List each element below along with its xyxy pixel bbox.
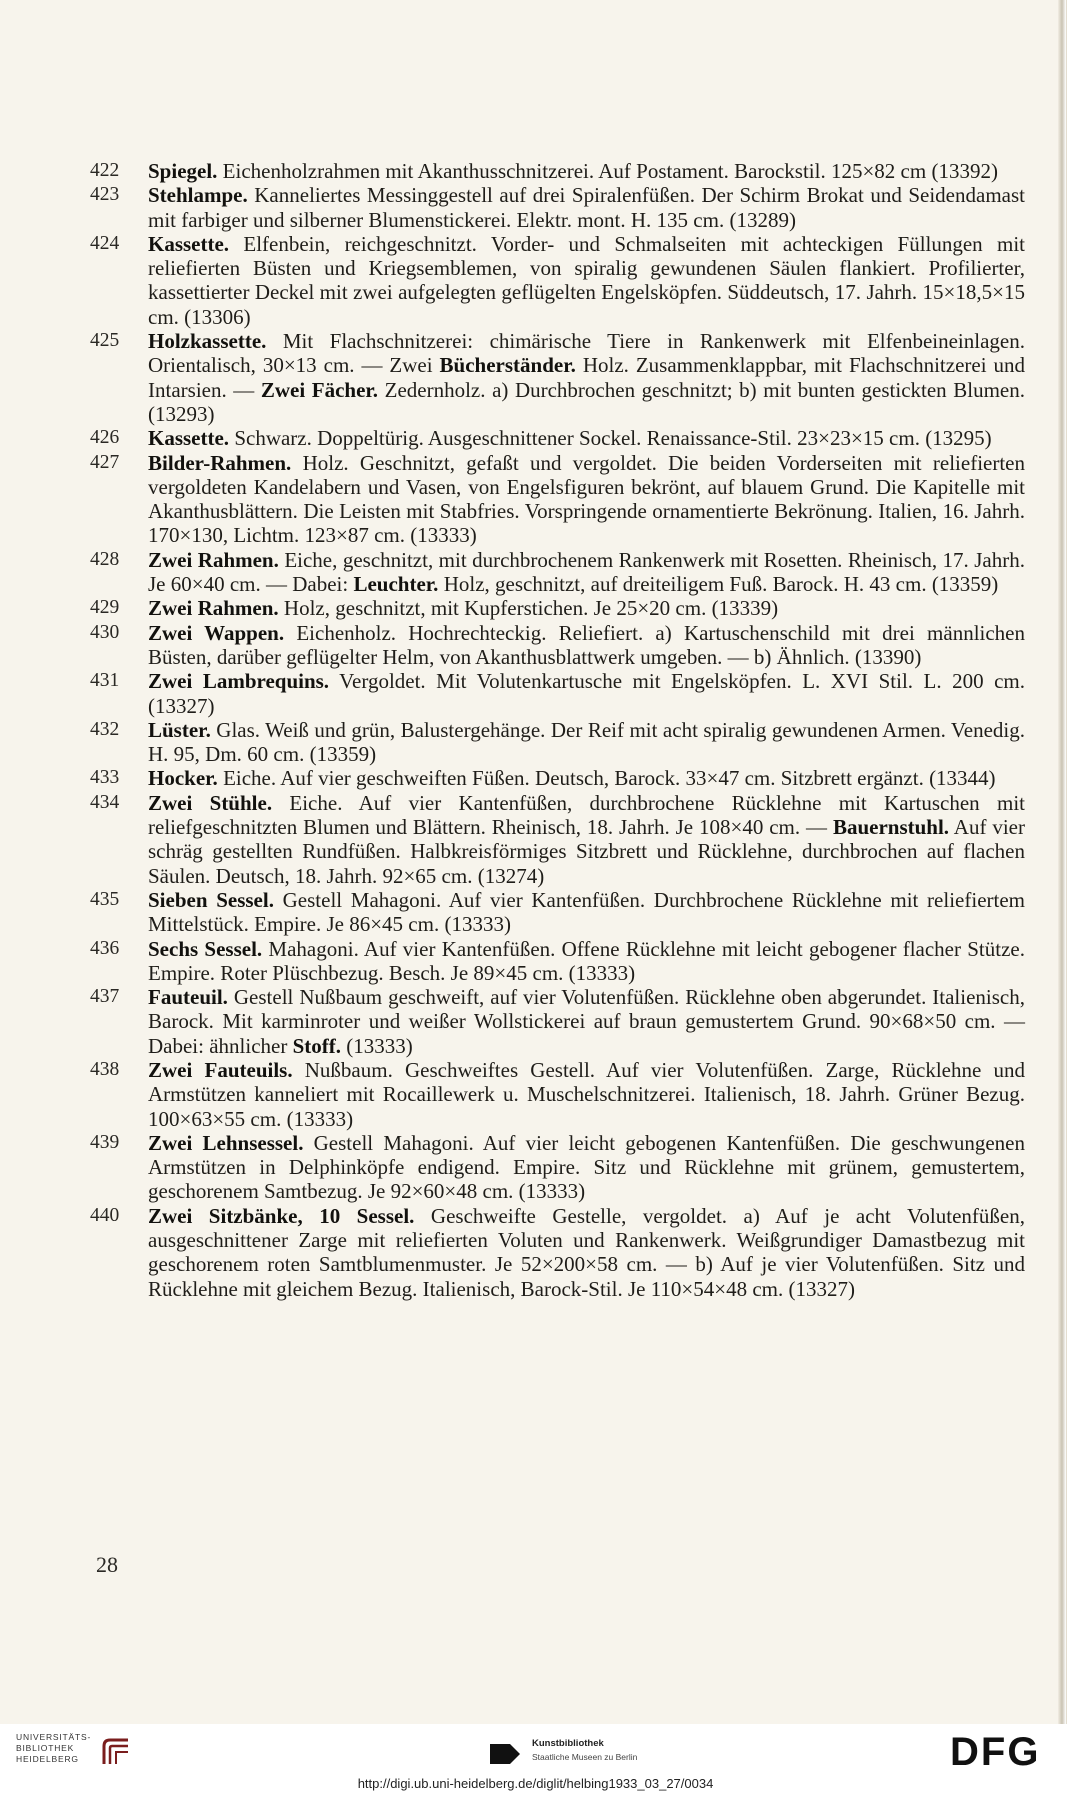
catalog-entry (90, 451, 1025, 548)
entry-description (148, 937, 1025, 986)
entry-number: 427 (90, 451, 120, 473)
catalog-entry (90, 159, 1025, 183)
catalog-entry (90, 985, 1025, 1058)
entry-text: Eiche, geschnitzt, mit durchbrochenem Rankenwerk mit Rosetten. Rheinisch, 17. Jahrh. Je 60×40 cm. — Dabei: (148, 547, 1025, 597)
entry-title: Stehlampe. (148, 183, 248, 208)
entry-title: Sieben Sessel. (148, 887, 274, 912)
entry-title: Zwei Fauteuils. (148, 1057, 293, 1082)
entry-number: 431 (90, 670, 120, 692)
entry-title: Kassette. (148, 231, 230, 256)
entry-text: (13333) (341, 1033, 413, 1058)
entry-number: 433 (90, 767, 120, 789)
entry-text: Eichenholzrahmen mit Akanthusschnitzerei. Auf Postament. Barockstil. 125×82 cm (13392) (217, 159, 998, 183)
catalog-entry (90, 791, 1025, 888)
entry-description (148, 426, 1025, 450)
entry-title: Bilder-Rahmen. (148, 450, 292, 475)
entry-number: 424 (90, 232, 120, 254)
entry-title: Zwei Sitzbänke, 10 Sessel. (148, 1203, 415, 1228)
entry-subtitle: Bücherständer. (439, 353, 576, 378)
source-url-link[interactable]: http://digi.ub.uni-heidelberg.de/diglit/helbing1933_03_27/0034 (357, 1776, 714, 1791)
entry-title: Zwei Stühle. (148, 790, 273, 815)
entry-description (148, 766, 1025, 790)
entry-text: Holz, geschnitzt, auf dreiteiligem Fuß. Barock. H. 43 cm. (13359) (438, 572, 999, 597)
entry-subtitle: Bauernstuhl. (832, 815, 950, 840)
entry-text: Holz, geschnitzt, mit Kupferstichen. Je 25×20 cm. (13339) (278, 596, 779, 621)
entry-text: Vergoldet. Mit Volutenkartusche mit Engelsköpfen. L. XVI Stil. L. 200 cm. (13327) (148, 669, 1025, 718)
entry-title: Hocker. (148, 766, 218, 791)
entry-title: Zwei Lehnsessel. (148, 1130, 304, 1155)
catalog-entry (90, 1204, 1025, 1301)
entry-text: Eichenholz. Hochrechteckig. Reliefiert. a) Kartuschenschild mit drei männlichen Büsten, darüber geflügelter Helm, von Akanthusblattwerk umgeben. — b) Ähnlich. (13390) (148, 620, 1026, 669)
entry-number: 422 (90, 160, 120, 181)
catalog-entry (90, 621, 1025, 670)
entry-subtitle: Stoff. (292, 1033, 342, 1058)
dfg-logo[interactable]: DFG (950, 1730, 1041, 1774)
entry-description (148, 548, 1025, 597)
entry-text: Eiche. Auf vier Kantenfüßen, durchbrochene Rücklehne mit Kartuschen mit reliefgeschnitzten Blumen und Blättern. Rheinisch, 18. Jahrh. Je 108×40 cm. — (148, 790, 1025, 840)
entry-title: Fauteuil. (148, 985, 228, 1010)
entry-number: 432 (90, 718, 120, 740)
catalog-entry (90, 1131, 1025, 1204)
catalog-entry (90, 183, 1025, 232)
entry-description (148, 183, 1025, 232)
entry-description (148, 1058, 1025, 1131)
kunstbibliothek-subtitle: Staatliche Museen zu Berlin (532, 1752, 638, 1762)
kunstbibliothek-logo[interactable] (490, 1736, 690, 1772)
entry-description (148, 596, 1025, 620)
entry-title: Zwei Rahmen. (148, 596, 279, 621)
page-edge-shadow (1058, 0, 1066, 1724)
catalog-entry (90, 232, 1025, 329)
entry-description (148, 329, 1025, 426)
entry-number: 437 (90, 986, 120, 1008)
entry-number: 428 (90, 548, 120, 570)
entry-text: Mahagoni. Auf vier Kantenfüßen. Offene Rücklehne mit leicht gebogener flacher Stütze. Empire. Roter Plüschbezug. Besch. Je 89×45 cm. (13333) (148, 936, 1025, 985)
catalog-entries (90, 159, 1025, 1301)
entry-description (148, 1131, 1025, 1204)
kunstbibliothek-title: Kunstbibliothek (532, 1738, 604, 1749)
entry-description (148, 159, 1025, 183)
entry-text: Gestell Nußbaum geschweift, auf vier Volutenfüßen. Rücklehne oben abgerundet. Italienisch, Barock. Mit karminroter und weißer Wollstickerei auf braun gemustertem Grund. 90×68×50 cm. — Dabei: ähnlicher (148, 985, 1025, 1058)
entry-number: 434 (90, 791, 120, 813)
entry-description (148, 1204, 1025, 1301)
entry-text: Auf vier schräg gestellten Rundfüßen. Halbkreisförmiges Sitzbrett und Rücklehne, durchbrochen auf flachen Säulen. Deutsch, 18. Jahrh. 92×65 cm. (13274) (148, 815, 1025, 888)
entry-number: 439 (90, 1131, 120, 1153)
entry-description (148, 669, 1025, 718)
entry-title: Lüster. (148, 717, 211, 742)
entry-text: Geschweifte Gestelle, vergoldet. a) Auf je acht Volutenfüßen, ausgeschnittener Zarge mit reliefierten Voluten und Rankenwerk. Weißgrundiger Damastbezug mit geschorenem roten Samtblumenmuster. Je 52×200×58 cm. — b) Auf je vier Volutenfüßen. Sitz und Rücklehne mit gleichem Bezug. Italienisch, Barock-Stil. Je 110×54×48 cm. (13327) (148, 1203, 1025, 1301)
catalog-entry (90, 1058, 1025, 1131)
entry-text: Schwarz. Doppeltürig. Ausgeschnittener Sockel. Renaissance-Stil. 23×23×15 cm. (13295) (229, 426, 992, 451)
entry-description (148, 888, 1025, 937)
entry-number: 425 (90, 330, 120, 352)
entry-number: 423 (90, 184, 120, 206)
entry-description (148, 985, 1025, 1058)
university-logo-icon (98, 1734, 134, 1770)
entry-number: 436 (90, 937, 120, 959)
entry-subtitle: Leuchter. (353, 572, 439, 597)
catalog-entry (90, 426, 1025, 450)
entry-description (148, 621, 1025, 670)
kunstbibliothek-icon (490, 1740, 520, 1768)
entry-number: 429 (90, 597, 120, 619)
entry-number: 438 (90, 1058, 120, 1080)
catalog-entry (90, 669, 1025, 718)
entry-text: Nußbaum. Geschweiftes Gestell. Auf vier Volutenfüßen. Zarge, Rücklehne und Armstützen kanneliert mit Rocaillewerk u. Muschelschnitzerei. Italienisch, 18. Jahrh. Grüner Bezug. 100×63×55 cm. (13333) (148, 1057, 1025, 1131)
entry-text: Zedernholz. a) Durchbrochen geschnitzt; b) mit bunten gestickten Blumen. (13293) (148, 377, 1025, 426)
entry-number: 435 (90, 888, 120, 910)
entry-title: Zwei Rahmen. (148, 547, 279, 572)
entry-text: Eiche. Auf vier geschweiften Füßen. Deutsch, Barock. 33×47 cm. Sitzbrett ergänzt. (13344) (217, 766, 996, 791)
catalog-entry (90, 718, 1025, 767)
footer-bar (0, 1724, 1071, 1794)
entry-text: Mit Flachschnitzerei: chimärische Tiere in Rankenwerk mit Elfenbeineinlagen. Orientalisch, 30×13 cm. — Zwei (148, 329, 1025, 378)
entry-number: 430 (90, 621, 120, 643)
entry-number: 426 (90, 427, 120, 449)
university-logo-text: UNIVERSITÄTS- BIBLIOTHEK HEIDELBERG (16, 1732, 92, 1764)
entry-title: Spiegel. (148, 159, 218, 183)
page-number: 28 (96, 1552, 118, 1577)
entry-text: Holz. Zusammenklappbar, mit Flachschnitzerei und Intarsien. — (148, 353, 1026, 402)
entry-title: Zwei Lambrequins. (148, 669, 330, 694)
entry-title: Sechs Sessel. (148, 936, 263, 961)
entry-text: Glas. Weiß und grün, Balustergehänge. Der Reif mit acht spiralig gewundenen Armen. Venedig. H. 95, Dm. 60 cm. (13359) (148, 717, 1025, 767)
catalog-entry (90, 329, 1025, 426)
entry-subtitle: Zwei Fächer. (260, 377, 379, 402)
entry-description (148, 451, 1025, 548)
entry-text: Gestell Mahagoni. Auf vier leicht gebogenen Kantenfüßen. Die geschwungenen Armstützen in Delphinköpfe endigend. Empire. Sitz und Rücklehne mit grünem, gemustertem, geschorenem Samtbezug. Je 92×60×48 cm. (13333) (148, 1130, 1025, 1204)
entry-text: Kanneliertes Messinggestell auf drei Spiralenfüßen. Der Schirm Brokat und Seidendamast mit farbiger und silberner Blumenstickerei. Elektr. mont. H. 135 cm. (13289) (148, 183, 1025, 232)
entry-title: Zwei Wappen. (148, 620, 285, 645)
entry-description (148, 718, 1025, 767)
entry-text: Elfenbein, reichgeschnitzt. Vorder- und Schmalseiten mit achteckigen Füllungen mit reliefierten Büsten und Kriegsemblemen, von spiralig gewundenen Säulen flankiert. Profilierter, kassettierter Deckel mit zwei aufgelegten geflügelten Engelsköpfen. Süddeutsch, 17. Jahrh. 15×18,5×15 cm. (13306) (148, 231, 1025, 329)
catalog-entry (90, 548, 1025, 597)
entry-description (148, 232, 1025, 329)
entry-text: Gestell Mahagoni. Auf vier Kantenfüßen. Durchbrochene Rücklehne mit reliefiertem Mittelstück. Empire. Je 86×45 cm. (13333) (148, 887, 1025, 937)
catalog-entry (90, 888, 1025, 937)
catalog-entry (90, 596, 1025, 620)
entry-title: Holzkassette. (148, 329, 267, 354)
catalog-entry (90, 937, 1025, 986)
entry-description (148, 791, 1025, 888)
entry-number: 440 (90, 1204, 120, 1226)
entry-text: Holz. Geschnitzt, gefaßt und vergoldet. Die beiden Vorderseiten mit reliefierten vergoldeten Kandelabern und Vasen, von Engelsfiguren bekrönt, auf blauem Grund. Die Kapitelle mit Akanthusblättern. Die Leisten mit Stabfries. Vorspringende ornamentierte Bekrönung. Italien, 16. Jahrh. 170×130, Lichtm. 123×87 cm. (13333) (148, 450, 1025, 548)
entry-title: Kassette. (148, 426, 230, 451)
university-library-logo[interactable] (16, 1732, 136, 1772)
catalog-entry (90, 766, 1025, 790)
